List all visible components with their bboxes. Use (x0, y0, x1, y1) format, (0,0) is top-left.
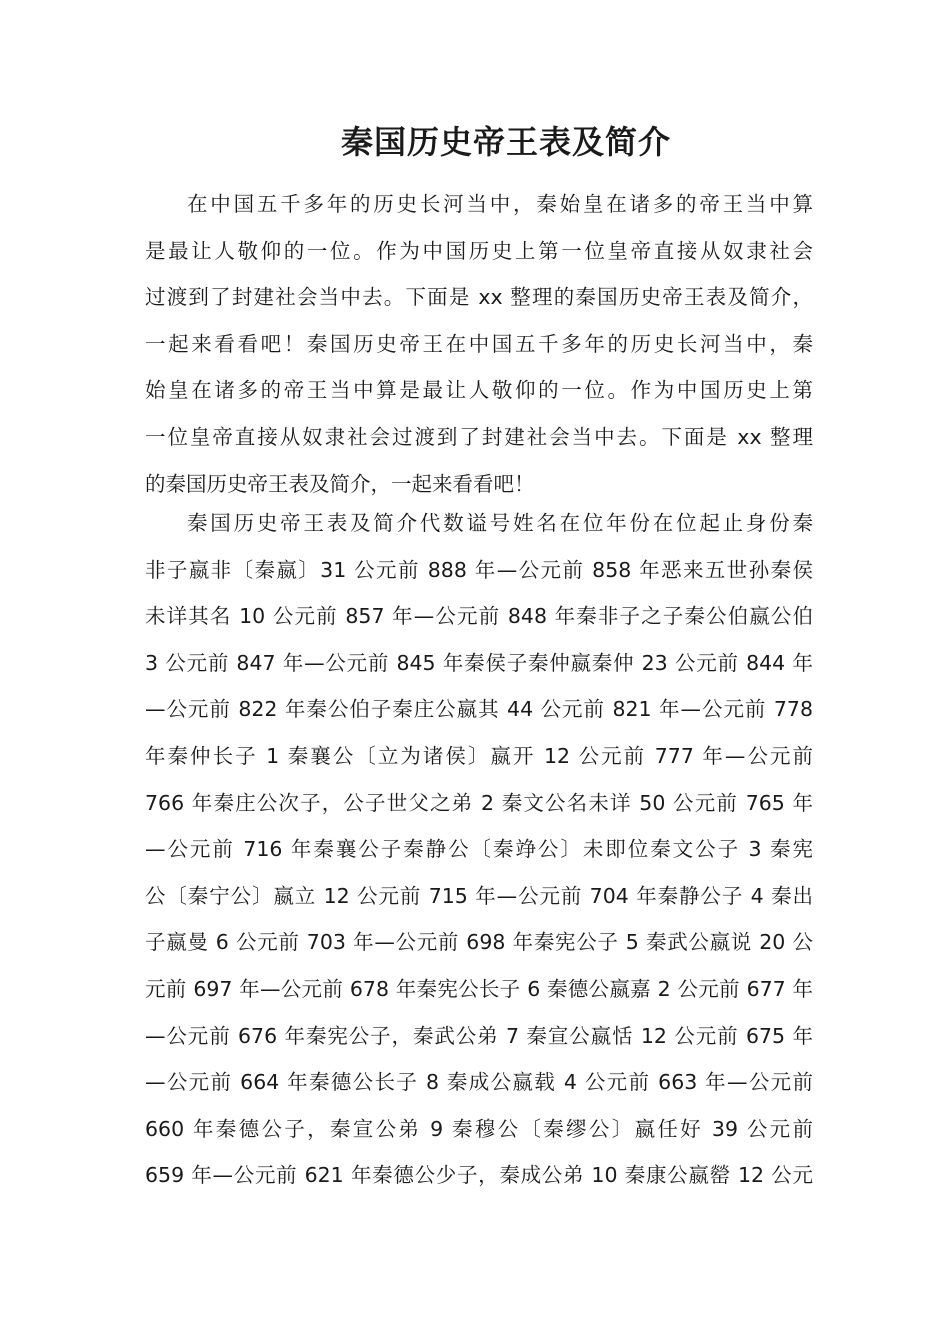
text-line: 公〔秦宁公〕嬴立 12 公元前 715 年—公元前 704 年秦静公子 4 秦出 (145, 883, 813, 908)
text-line: —公元前 664 年秦德公长子 8 秦成公嬴载 4 公元前 663 年—公元前 (145, 1070, 813, 1095)
text-line: 659 年—公元前 621 年秦德公少子，秦成公弟 10 秦康公嬴罃 12 公元 (145, 1163, 813, 1188)
text-line: 秦国历史帝王表及简介代数谥号姓名在位年份在位起止身份秦 (187, 511, 813, 535)
text-line: 过渡到了封建社会当中去。下面是 xx 整理的秦国历史帝王表及简介， (145, 285, 813, 310)
paragraph-emperor-table (145, 500, 813, 1199)
paragraph-intro (145, 181, 813, 507)
text-line: 非子嬴非〔秦嬴〕31 公元前 888 年—公元前 858 年恶来五世孙秦侯 (145, 557, 813, 582)
text-line: 未详其名 10 公元前 857 年—公元前 848 年秦非子之子秦公伯嬴公伯 (145, 604, 813, 629)
text-line: 的秦国历史帝王表及简介，一起来看看吧！ (145, 471, 535, 496)
text-line: 元前 697 年—公元前 678 年秦宪公长子 6 秦德公嬴嘉 2 公元前 677 年 (145, 976, 813, 1001)
text-line: 在中国五千多年的历史长河当中，秦始皇在诸多的帝王当中算 (187, 192, 813, 216)
text-line: —公元前 716 年秦襄公子秦静公〔秦竫公〕未即位秦文公子 3 秦宪 (145, 837, 813, 862)
text-line: —公元前 676 年秦宪公子，秦武公弟 7 秦宣公嬴恬 12 公元前 675 年 (145, 1023, 813, 1048)
document-title: 秦国历史帝王表及简介 (340, 123, 671, 161)
text-line: 是最让人敬仰的一位。作为中国历史上第一位皇帝直接从奴隶社会 (145, 238, 813, 263)
text-line: 子嬴曼 6 公元前 703 年—公元前 698 年秦宪公子 5 秦武公嬴说 20 公 (145, 930, 813, 955)
text-line: 一起来看看吧！秦国历史帝王在中国五千多年的历史长河当中，秦 (145, 331, 813, 356)
text-line: —公元前 822 年秦公伯子秦庄公嬴其 44 公元前 821 年—公元前 778 (145, 697, 813, 722)
text-line: 年秦仲长子 1 秦襄公〔立为诸侯〕嬴开 12 公元前 777 年—公元前 (145, 743, 813, 768)
text-line: 一位皇帝直接从奴隶社会过渡到了封建社会当中去。下面是 xx 整理 (145, 424, 813, 449)
text-line: 始皇在诸多的帝王当中算是最让人敬仰的一位。作为中国历史上第 (145, 378, 813, 403)
text-line: 3 公元前 847 年—公元前 845 年秦侯子秦仲嬴秦仲 23 公元前 844 年 (145, 650, 813, 675)
text-line: 766 年秦庄公次子，公子世父之弟 2 秦文公名未详 50 公元前 765 年 (145, 790, 813, 815)
text-line: 660 年秦德公子，秦宣公弟 9 秦穆公〔秦缪公〕嬴任好 39 公元前 (145, 1116, 813, 1141)
